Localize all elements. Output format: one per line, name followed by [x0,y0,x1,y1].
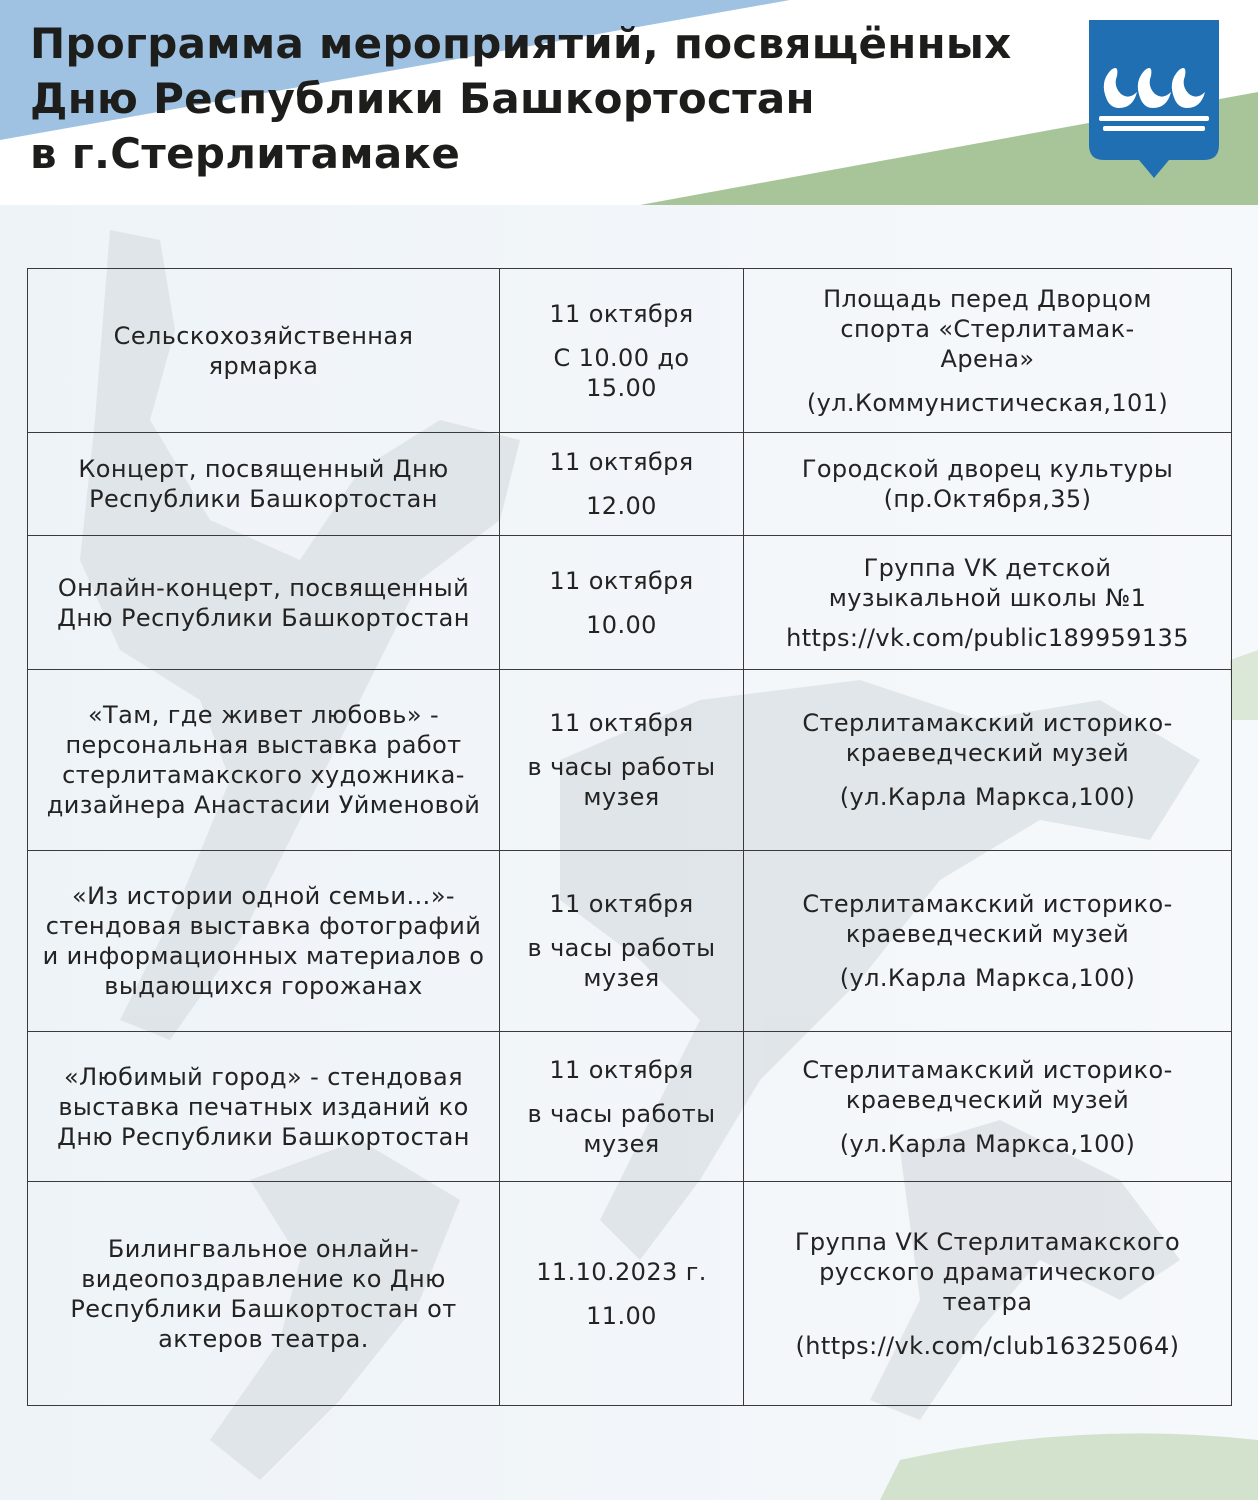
event-name: «Из истории одной семьи…»- стендовая выставка фотографий и информационных материалов о выдающихся горожанах [42,882,485,1000]
event-time: в часы работы музея [527,753,716,811]
event-date-cell [500,851,744,1032]
event-place: Стерлитамакский историко-краеведческий музей [802,890,1173,948]
event-place: Стерлитамакский историко-краеведческий музей [802,1055,1173,1114]
event-date-cell [500,670,744,851]
page-title [30,16,1080,181]
event-date-cell [500,1032,744,1182]
event-time: С 10.00 до 15.00 [553,343,690,402]
table-row [28,851,1232,1032]
event-name-cell [28,1182,500,1406]
event-date: 11.10.2023 г. [536,1257,707,1286]
event-date: 11 октября [549,709,694,737]
event-address: (ул.Карла Маркса,100) [839,1129,1136,1158]
event-place-cell [744,670,1232,851]
event-name-cell [28,433,500,536]
event-name-cell [28,851,500,1032]
event-time: 11.00 [586,1301,657,1330]
event-time: в часы работы музея [527,1099,716,1158]
event-address: (ул.Карла Маркса,100) [839,783,1136,811]
event-place-cell [744,536,1232,670]
sterlitamak-coat-of-arms-icon [1089,20,1219,180]
event-name: Сельскохозяйственная ярмарка [113,321,414,380]
table-row [28,536,1232,670]
event-date: 11 октября [549,1055,694,1084]
header [0,0,1258,205]
event-place: Группа VK детской музыкальной школы №1 [828,553,1147,612]
title-line-2: Дню Республики Башкортостан [30,74,815,123]
table-row [28,433,1232,536]
event-date: 11 октября [549,890,694,918]
title-line-1: Программа мероприятий, посвящённых [30,19,1012,68]
event-name: «Любимый город» - стендовая выставка печатных изданий ко Дню Республики Башкортостан [57,1062,470,1151]
event-name-cell [28,269,500,433]
event-name: «Там, где живет любовь» - персональная выставка работ стерлитамакского художника-дизайнера Анастасии Уйменовой [46,701,481,819]
table-row [28,1182,1232,1406]
event-name-cell [28,536,500,670]
event-date-cell [500,536,744,670]
event-place-cell [744,1182,1232,1406]
event-name-cell [28,1032,500,1182]
event-address: (ул.Карла Маркса,100) [839,964,1136,992]
event-place-cell [744,433,1232,536]
event-name: Концерт, посвященный Дню Республики Башкортостан [78,455,449,513]
event-place-cell [744,1032,1232,1182]
event-name-cell [28,670,500,851]
event-time: 10.00 [586,610,657,639]
event-date: 11 октября [549,566,694,595]
table-row [28,1032,1232,1182]
event-address: (ул.Коммунистическая,101) [806,388,1169,417]
event-place: Стерлитамакский историко-краеведческий музей [802,709,1173,767]
event-place: Группа VK Стерлитамакского русского драматического театра [794,1227,1181,1316]
event-place: Городской дворец культуры (пр.Октября,35) [801,455,1174,513]
events-table [27,268,1232,1406]
event-time: в часы работы музея [527,934,716,992]
event-link[interactable]: https://vk.com/public189959135 [786,623,1189,652]
event-name: Билингвальное онлайн-видеопоздравление ко Дню Республики Башкортостан от актеров театра. [70,1234,457,1353]
event-place-cell [744,269,1232,433]
event-date: 11 октября [549,299,694,328]
event-date-cell [500,1182,744,1406]
title-line-3: в г.Стерлитамаке [30,129,461,178]
table-row [28,670,1232,851]
event-place-cell [744,851,1232,1032]
event-place: Площадь перед Дворцом спорта «Стерлитамак-Арена» [823,284,1152,373]
event-link[interactable]: (https://vk.com/club16325064) [795,1331,1180,1360]
event-name: Онлайн-концерт, посвященный Дню Республики Башкортостан [57,573,470,632]
table-row [28,269,1232,433]
event-date: 11 октября [549,448,694,476]
event-date-cell [500,269,744,433]
event-time: 12.00 [586,492,657,520]
event-date-cell [500,433,744,536]
